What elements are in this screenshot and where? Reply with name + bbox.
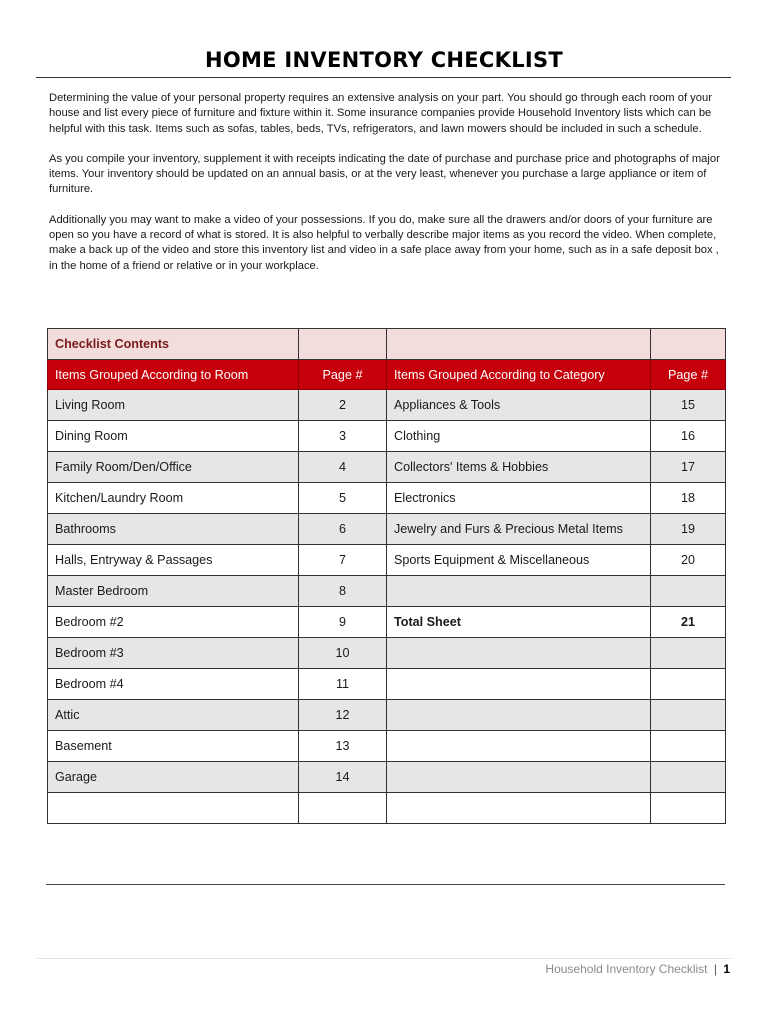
room-cell: Bedroom #2: [48, 607, 299, 638]
category-page-cell: [651, 793, 726, 824]
intro-paragraph: Determining the value of your personal property requires an extensive analysis on your part. You should go through each room of your house and list every piece of furniture and fixture within it. Some insurance companies provide Household Inventory lists which can be helpful with this task. Items such as sofas, tables, beds, TVs, refrigerators, and lawn mowers should be included in such a schedule.: [49, 92, 712, 135]
table-row: [48, 669, 726, 700]
table-row: [48, 452, 726, 483]
room-cell: Kitchen/Laundry Room: [48, 483, 299, 514]
category-page-cell: [651, 762, 726, 793]
footer-separator: |: [713, 962, 717, 976]
room-page-cell: [299, 793, 387, 824]
page-footer: [545, 962, 730, 976]
room-page-cell: 5: [299, 483, 387, 514]
category-cell: [387, 700, 651, 731]
room-cell: Family Room/Den/Office: [48, 452, 299, 483]
room-cell: Dining Room: [48, 421, 299, 452]
room-page-cell: 12: [299, 700, 387, 731]
room-cell: [48, 793, 299, 824]
bottom-divider: [46, 884, 725, 885]
category-page-cell: 20: [651, 545, 726, 576]
room-cell: Master Bedroom: [48, 576, 299, 607]
category-cell: Sports Equipment & Miscellaneous: [387, 545, 651, 576]
room-page-cell: 3: [299, 421, 387, 452]
category-cell: [387, 576, 651, 607]
table-row: [48, 793, 726, 824]
room-cell: Living Room: [48, 390, 299, 421]
category-cell: Jewelry and Furs & Precious Metal Items: [387, 514, 651, 545]
category-page-cell: [651, 576, 726, 607]
room-cell: Bedroom #4: [48, 669, 299, 700]
room-page-cell: 11: [299, 669, 387, 700]
category-page-cell: 16: [651, 421, 726, 452]
room-page-cell: 2: [299, 390, 387, 421]
category-page-cell: [651, 669, 726, 700]
room-page-cell: 13: [299, 731, 387, 762]
room-page-cell: 8: [299, 576, 387, 607]
contents-title: Checklist Contents: [48, 329, 299, 360]
room-page-cell: 14: [299, 762, 387, 793]
footer-divider: [36, 958, 731, 959]
page-title: HOME INVENTORY CHECKLIST: [204, 48, 564, 72]
room-page-cell: 10: [299, 638, 387, 669]
room-cell: Halls, Entryway & Passages: [48, 545, 299, 576]
category-page-cell: 17: [651, 452, 726, 483]
category-cell: [387, 731, 651, 762]
room-cell: Basement: [48, 731, 299, 762]
empty-cell: [651, 329, 726, 360]
category-page-cell: [651, 638, 726, 669]
empty-cell: [299, 329, 387, 360]
category-cell: [387, 669, 651, 700]
category-cell: [387, 638, 651, 669]
table-row: [48, 576, 726, 607]
table-row: [48, 545, 726, 576]
category-cell: Electronics: [387, 483, 651, 514]
room-page-column-header: Page #: [299, 360, 387, 390]
category-cell: [387, 793, 651, 824]
table-row: [48, 483, 726, 514]
intro-paragraph: Additionally you may want to make a video of your possessions. If you do, make sure all the drawers and/or doors of your furniture are open so you have a record of what is stored. It is also helpful to verbally describe major items as you record the video. When complete, make a back up of the video and store this inventory list and video in a safe place away from your home, such as in a safe deposit box , in the home of a friend or relative or in your workplace.: [49, 213, 719, 272]
room-cell: Bathrooms: [48, 514, 299, 545]
room-cell: Bedroom #3: [48, 638, 299, 669]
category-column-header: Items Grouped According to Category: [387, 360, 651, 390]
category-page-cell: 19: [651, 514, 726, 545]
checklist-contents-table: [47, 328, 726, 824]
room-page-cell: 7: [299, 545, 387, 576]
category-cell: Clothing: [387, 421, 651, 452]
category-page-cell: [651, 731, 726, 762]
table-row: [48, 700, 726, 731]
category-page-cell: 18: [651, 483, 726, 514]
room-page-cell: 9: [299, 607, 387, 638]
room-column-header: Items Grouped According to Room: [48, 360, 299, 390]
footer-label: Household Inventory Checklist: [545, 962, 708, 976]
room-page-cell: 4: [299, 452, 387, 483]
table-row: [48, 638, 726, 669]
category-cell: Collectors' Items & Hobbies: [387, 452, 651, 483]
intro-paragraph: As you compile your inventory, supplement it with receipts indicating the date of purchase and purchase price and photographs of major items. Your inventory should be updated on an annual basis, or at the very least, whenever you purchase a large appliance or item of furniture.: [49, 152, 720, 196]
category-page-cell: 21: [651, 607, 726, 638]
title-divider: [36, 77, 731, 78]
table-row: [48, 762, 726, 793]
room-cell: Garage: [48, 762, 299, 793]
table-row: [48, 421, 726, 452]
page-number: 1: [723, 962, 730, 976]
category-page-column-header: Page #: [651, 360, 726, 390]
room-page-cell: 6: [299, 514, 387, 545]
room-cell: Attic: [48, 700, 299, 731]
table-row: [48, 731, 726, 762]
category-page-cell: 15: [651, 390, 726, 421]
table-rows: [48, 390, 726, 824]
table-row: [48, 390, 726, 421]
table-row: [48, 514, 726, 545]
contents-title-row: [48, 329, 726, 360]
empty-cell: [387, 329, 651, 360]
category-cell: Appliances & Tools: [387, 390, 651, 421]
table-row: [48, 607, 726, 638]
table-header-row: [48, 360, 726, 390]
intro-text: [49, 91, 725, 289]
category-cell: Total Sheet: [387, 607, 651, 638]
category-page-cell: [651, 700, 726, 731]
category-cell: [387, 762, 651, 793]
